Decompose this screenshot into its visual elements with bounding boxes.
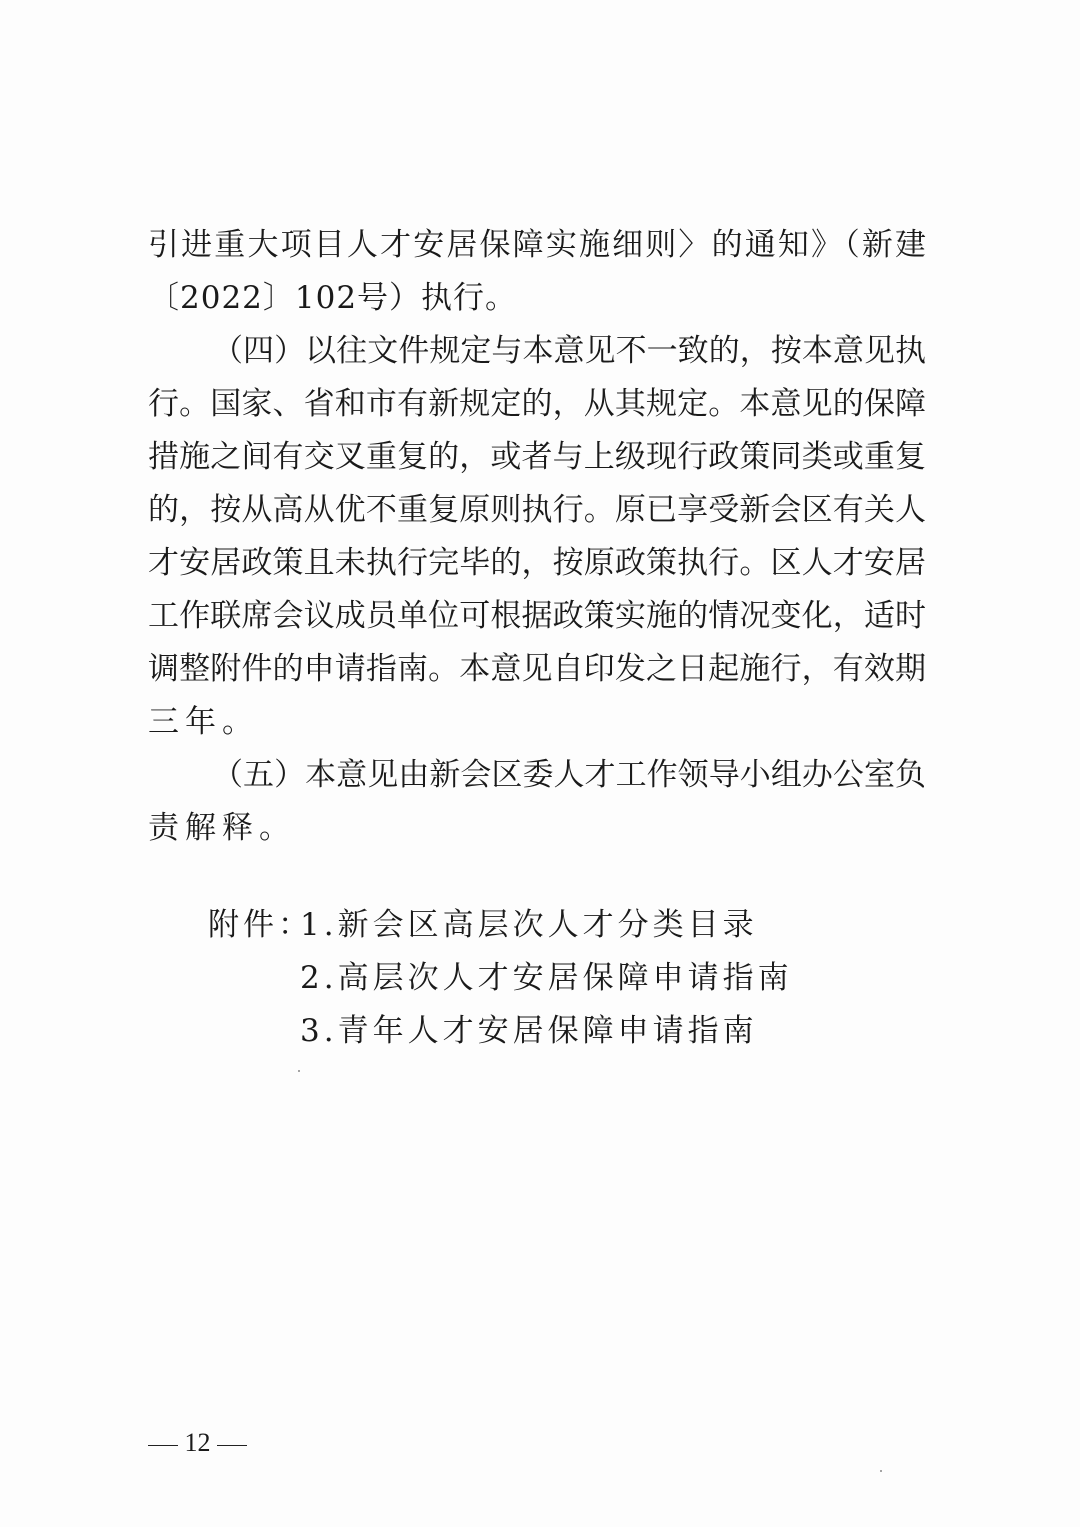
text-line: 才安居政策且未执行完毕的，按原政策执行。区人才安居 — [148, 545, 926, 581]
scan-speck — [298, 1070, 300, 1072]
attachment-item: 2.高层次人才安居保障申请指南 — [300, 960, 793, 996]
text-line: 〔2022〕102号）执行。 — [148, 280, 518, 316]
page-number: 12 — [184, 1428, 211, 1457]
text-line: 措施之间有交叉重复的，或者与上级现行政策同类或重复 — [148, 439, 926, 475]
attachment-item: 1.新会区高层次人才分类目录 — [300, 907, 758, 943]
scan-speck — [880, 1470, 882, 1472]
text-line: 的，按从高从优不重复原则执行。原已享受新会区有关人 — [148, 492, 926, 528]
text-line: （四）以往文件规定与本意见不一致的，按本意见执 — [212, 333, 926, 369]
text-line: 行。国家、省和市有新规定的，从其规定。本意见的保障 — [148, 386, 926, 422]
text-line: （五）本意见由新会区委人才工作领导小组办公室负 — [212, 757, 926, 793]
attachment-item: 3.青年人才安居保障申请指南 — [300, 1013, 758, 1049]
footer-dash-left — [148, 1445, 178, 1446]
text-line: 责解释。 — [148, 810, 296, 846]
attachments-label: 附件： — [208, 907, 313, 943]
footer-dash-right — [217, 1445, 247, 1446]
text-line: 引进重大项目人才安居保障实施细则〉的通知》（新建 — [148, 227, 926, 263]
page-number-footer — [148, 1428, 247, 1458]
text-line: 三年。 — [148, 704, 259, 740]
text-line: 调整附件的申请指南。本意见自印发之日起施行，有效期 — [148, 651, 926, 687]
text-line: 工作联席会议成员单位可根据政策实施的情况变化，适时 — [148, 598, 926, 634]
